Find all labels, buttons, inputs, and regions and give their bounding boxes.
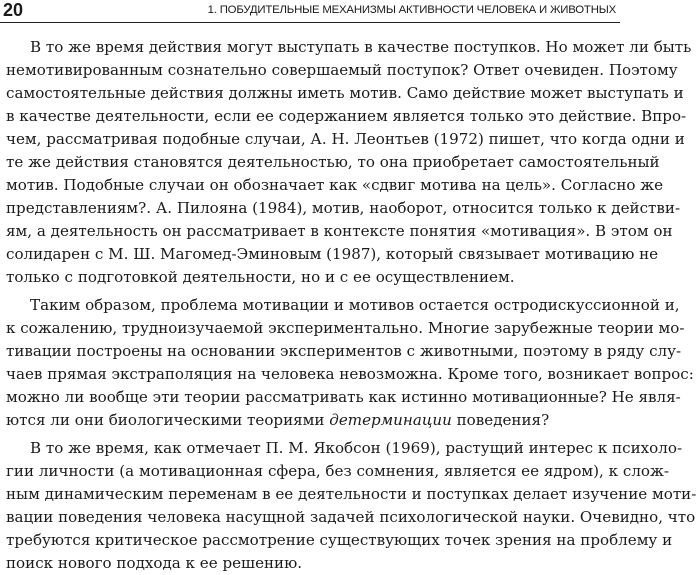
text-line: в качестве деятельности, если ее содержанием является только это действие. Впро- — [6, 107, 687, 125]
paragraph-1 — [6, 36, 692, 289]
text-line: к сожалению, трудноизучаемой экспериментально. Многие зарубежные теории мо- — [6, 319, 685, 337]
text-line: чаев прямая экстраполяция на человека невозможна. Кроме того, возникает вопрос: — [6, 365, 694, 383]
page-number: 20 — [3, 0, 24, 20]
page-header — [0, 0, 620, 23]
text-line: требуются критическое рассмотрение существующих точек зрения на проблему и — [6, 531, 673, 549]
paragraph-2 — [6, 294, 694, 432]
text-line: В то же время, как отмечает П. М. Якобсон (1969), растущий интерес к психоло- — [30, 439, 683, 457]
text-line — [6, 409, 616, 432]
text-line: мотив. Подобные случаи он обозначает как «сдвиг мотива на цель». Согласно же — [6, 176, 664, 194]
text-line: самостоятельные действия должны иметь мотив. Само действие может выступать и — [6, 84, 684, 102]
text-line: Таким образом, проблема мотивации и мотивов остается остродискуссионной и, — [30, 296, 680, 314]
text-line: только с подготовкой деятельности, но и с ее осуществлением. — [6, 268, 515, 286]
text-line: гии личности (а мотивационная сфера, без сомнения, является ее ядром), к слож- — [6, 462, 669, 480]
text-line: поиск нового подхода к ее решению. — [6, 554, 303, 572]
text-line: немотивированным сознательно совершаемый поступок? Ответ очевиден. Поэтому — [6, 61, 678, 79]
text-line: представлениям?. А. Пилояна (1984), мотив, наоборот, относится только к действи- — [6, 199, 681, 217]
text-line: В то же время действия могут выступать в качестве поступков. Но может ли быть — [30, 38, 692, 56]
text-line: можно ли вообще эти теории рассматривать как истинно мотивационные? Не явля- — [6, 388, 681, 406]
emphasis-term: детерминации — [329, 411, 452, 429]
text-line: вации поведения человека насущной задачей психологической науки. Очевидно, что — [6, 508, 696, 526]
text-line: солидарен с М. Ш. Магомед-Эминовым (1987), который связывает мотивацию не — [6, 245, 659, 263]
text-line: чем, рассматривая подобные случаи, А. Н. Леонтьев (1972) пишет, что когда одни и — [6, 130, 685, 148]
paragraph-3 — [6, 437, 696, 575]
text-line: те же действия становятся деятельностью, то она приобретает самостоятельный — [6, 153, 660, 171]
text-segment: ются ли они биологическими теориями — [6, 411, 330, 429]
running-head: 1. ПОБУДИТЕЛЬНЫЕ МЕХАНИЗМЫ АКТИВНОСТИ ЧЕЛОВЕКА И ЖИВОТНЫХ — [207, 4, 616, 16]
body-text — [6, 36, 696, 575]
text-line: ям, а деятельность он рассматривает в контексте понятия «мотивация». В этом он — [6, 222, 673, 240]
text-line: тивации построены на основании экспериментов с животными, поэтому в ряду слу- — [6, 342, 682, 360]
text-line: ным динамическим переменам в ее деятельности и поступках делает изучение моти- — [6, 485, 696, 503]
text-segment: поведения? — [451, 411, 550, 429]
